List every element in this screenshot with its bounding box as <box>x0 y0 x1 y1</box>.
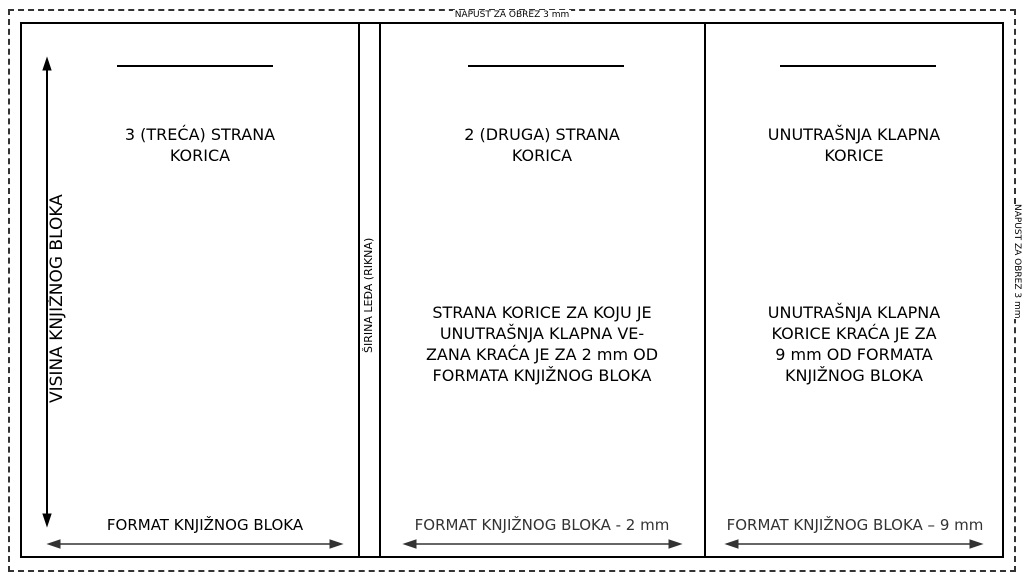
description-line: FORMATA KNJIŽNOG BLOKA <box>432 366 652 385</box>
description-line: KORICE KRAĆA JE ZA <box>771 324 937 343</box>
description-line: ZANA KRAĆA JE ZA 2 mm OD <box>425 345 659 364</box>
format-label-third-cover: FORMAT KNJIŽNOG BLOKA <box>106 516 304 534</box>
description-line: KNJIŽNOG BLOKA <box>785 366 923 385</box>
format-label-second-cover: FORMAT KNJIŽNOG BLOKA - 2 mm <box>414 516 670 534</box>
description-line: 9 mm OD FORMATA <box>775 345 933 364</box>
description-line: UNUTRAŠNJA KLAPNA VE- <box>439 324 645 343</box>
format-arrow-second-cover <box>404 540 681 548</box>
description-line: STRANA KORICE ZA KOJU JE <box>432 303 652 322</box>
book-block-height-arrow <box>43 58 51 526</box>
panel-title-line: KORICE <box>824 146 884 165</box>
description-line: UNUTRAŠNJA KLAPNA <box>767 303 941 322</box>
panel-title-line: KORICA <box>169 146 231 165</box>
bleed-right-label: NAPUST ZA OBREZ 3 mm <box>1012 204 1022 319</box>
panel-title-line: 2 (DRUGA) STRANA <box>464 125 620 144</box>
spine-width-label: ŠIRINA LEĐA (RIKNA) <box>362 237 375 353</box>
panel-title-line: KORICA <box>511 146 573 165</box>
book-block-height-label: VISINA KNJIŽNOG BLOKA <box>47 194 67 404</box>
format-arrow-third-cover <box>48 540 342 548</box>
bleed-top-label-text: NAPUST ZA OBREZ 3 mm <box>454 10 570 20</box>
panel-title-line: UNUTRAŠNJA KLAPNA <box>767 125 941 144</box>
format-label-inner-flap: FORMAT KNJIŽNOG BLOKA – 9 mm <box>726 516 984 534</box>
panel-title-line: 3 (TREĆA) STRANA <box>124 125 276 144</box>
format-arrow-inner-flap <box>726 540 982 548</box>
